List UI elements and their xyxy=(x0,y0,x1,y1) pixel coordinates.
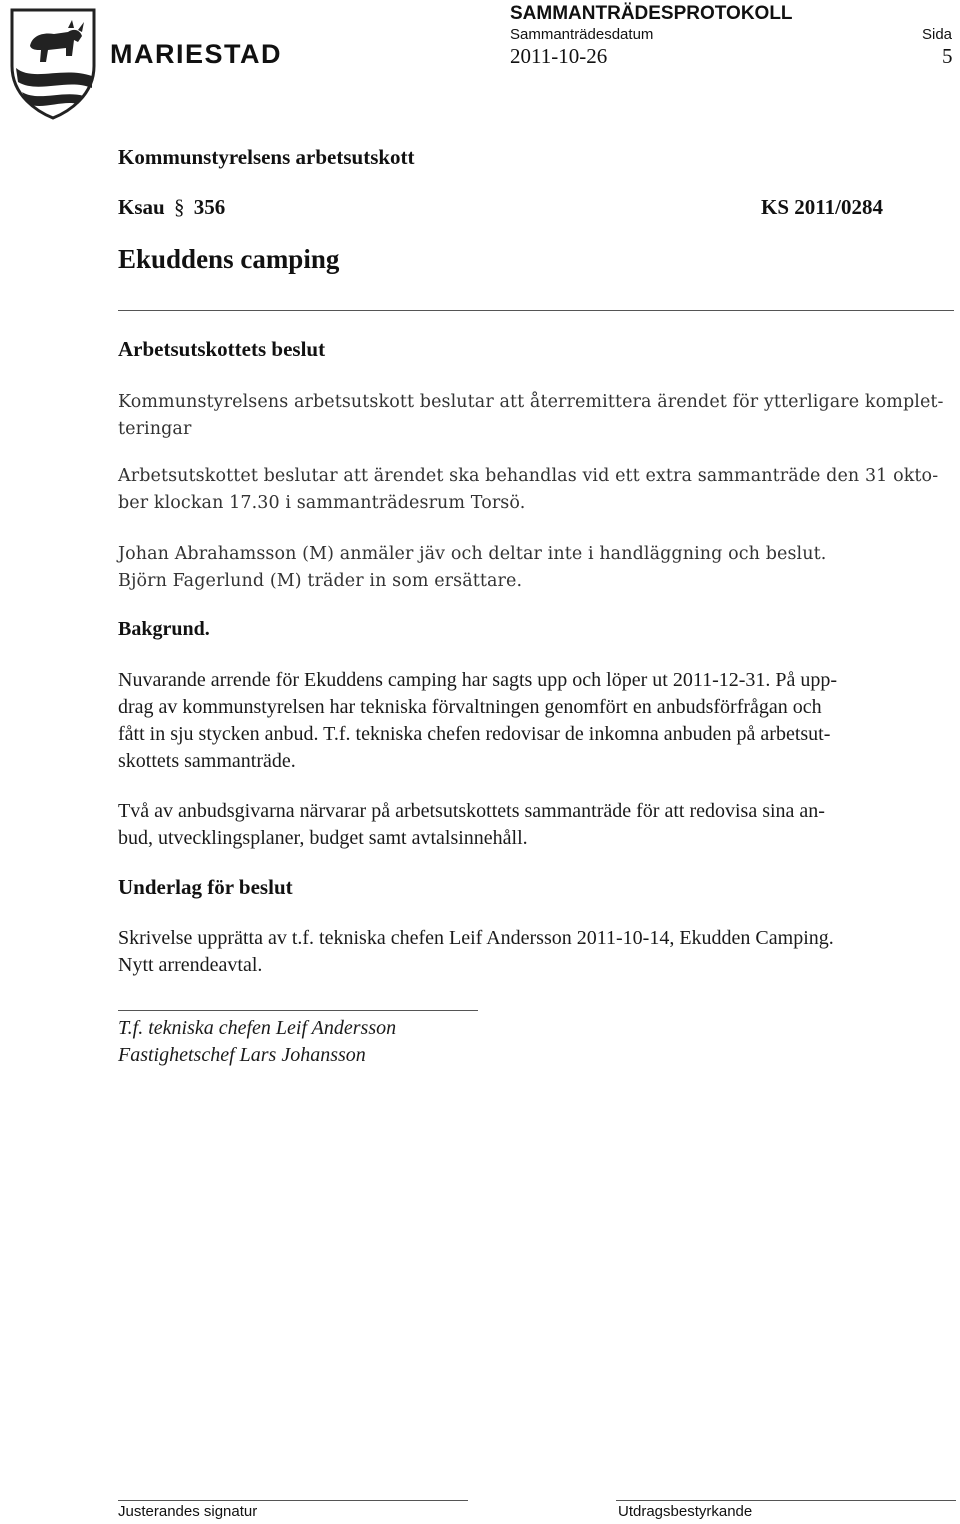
coat-of-arms-icon xyxy=(8,6,98,121)
text-line: drag av kommunstyrelsen har tekniska förvaltningen genomfört en anbudsförfrågan och xyxy=(118,696,822,718)
text-line: Kommunstyrelsens arbetsutskott beslutar att återremittera ärendet för ytterligare komplet- xyxy=(118,392,944,412)
background-heading: Bakgrund. xyxy=(118,618,210,640)
text-line: Johan Abrahamsson (M) anmäler jäv och deltar inte i handläggning och beslut. xyxy=(118,544,827,564)
recipient: Fastighetschef Lars Johansson xyxy=(118,1044,366,1066)
text-line: Björn Fagerlund (M) träder in som ersättare. xyxy=(118,571,523,591)
basis-heading: Underlag för beslut xyxy=(118,875,293,899)
text-line: skottets sammanträde. xyxy=(118,750,296,772)
recipient: T.f. tekniska chefen Leif Andersson xyxy=(118,1017,397,1039)
text-line: Nuvarande arrende för Ekuddens camping har sagts upp och löper ut 2011-12-31. På upp- xyxy=(118,669,838,691)
meeting-date: 2011-10-26 xyxy=(510,44,608,68)
ksau-label: Ksau xyxy=(118,195,165,219)
text-line: Arbetsutskottet beslutar att ärendet ska behandlas vid ett extra sammanträde den 31 okto- xyxy=(118,466,939,486)
municipality-logo xyxy=(8,6,282,121)
certification-label: Utdragsbestyrkande xyxy=(618,1503,753,1520)
footer-rule-left xyxy=(118,1500,468,1501)
text-line: Nytt arrendeavtal. xyxy=(118,954,263,976)
signature-label: Justerandes signatur xyxy=(118,1503,258,1520)
decision-heading: Arbetsutskottets beslut xyxy=(118,337,326,361)
text-line: teringar xyxy=(118,419,192,439)
case-reference xyxy=(118,195,225,220)
text-line: Två av anbudsgivarna närvarar på arbetsutskottets sammanträde för att redovisa sina an- xyxy=(118,800,825,822)
background-paragraph-1 xyxy=(118,667,837,775)
recipients-divider xyxy=(118,1010,478,1011)
decision-paragraph-1 xyxy=(118,389,944,443)
recipients-list xyxy=(118,1015,396,1069)
page-label: Sida xyxy=(922,26,953,43)
diary-number: KS 2011/0284 xyxy=(761,195,883,219)
text-line: bud, utvecklingsplaner, budget samt avtalsinnehåll. xyxy=(118,827,528,849)
page-number: 5 xyxy=(942,44,953,68)
case-title: Ekuddens camping xyxy=(118,244,340,274)
text-line: fått in sju stycken anbud. T.f. tekniska chefen redovisar de inkomna anbuden på arbetsut- xyxy=(118,723,831,745)
decision-paragraph-3 xyxy=(118,541,826,595)
background-paragraph-2 xyxy=(118,798,825,852)
title-divider xyxy=(118,310,954,311)
text-line: ber klockan 17.30 i sammanträdesrum Torsö. xyxy=(118,493,526,513)
committee-name: Kommunstyrelsens arbetsutskott xyxy=(118,145,415,169)
basis-paragraph xyxy=(118,925,834,979)
date-label: Sammanträdesdatum xyxy=(510,26,654,43)
protocol-title: SAMMANTRÄDESPROTOKOLL xyxy=(510,3,793,24)
logo-text: MARIESTAD xyxy=(110,39,282,69)
text-line: Skrivelse upprätta av t.f. tekniska chefen Leif Andersson 2011-10-14, Ekudden Camping. xyxy=(118,927,834,949)
section-symbol: § xyxy=(173,195,185,219)
decision-paragraph-2 xyxy=(118,463,938,517)
footer-rule-right xyxy=(616,1500,956,1501)
section-number: 356 xyxy=(193,195,226,219)
